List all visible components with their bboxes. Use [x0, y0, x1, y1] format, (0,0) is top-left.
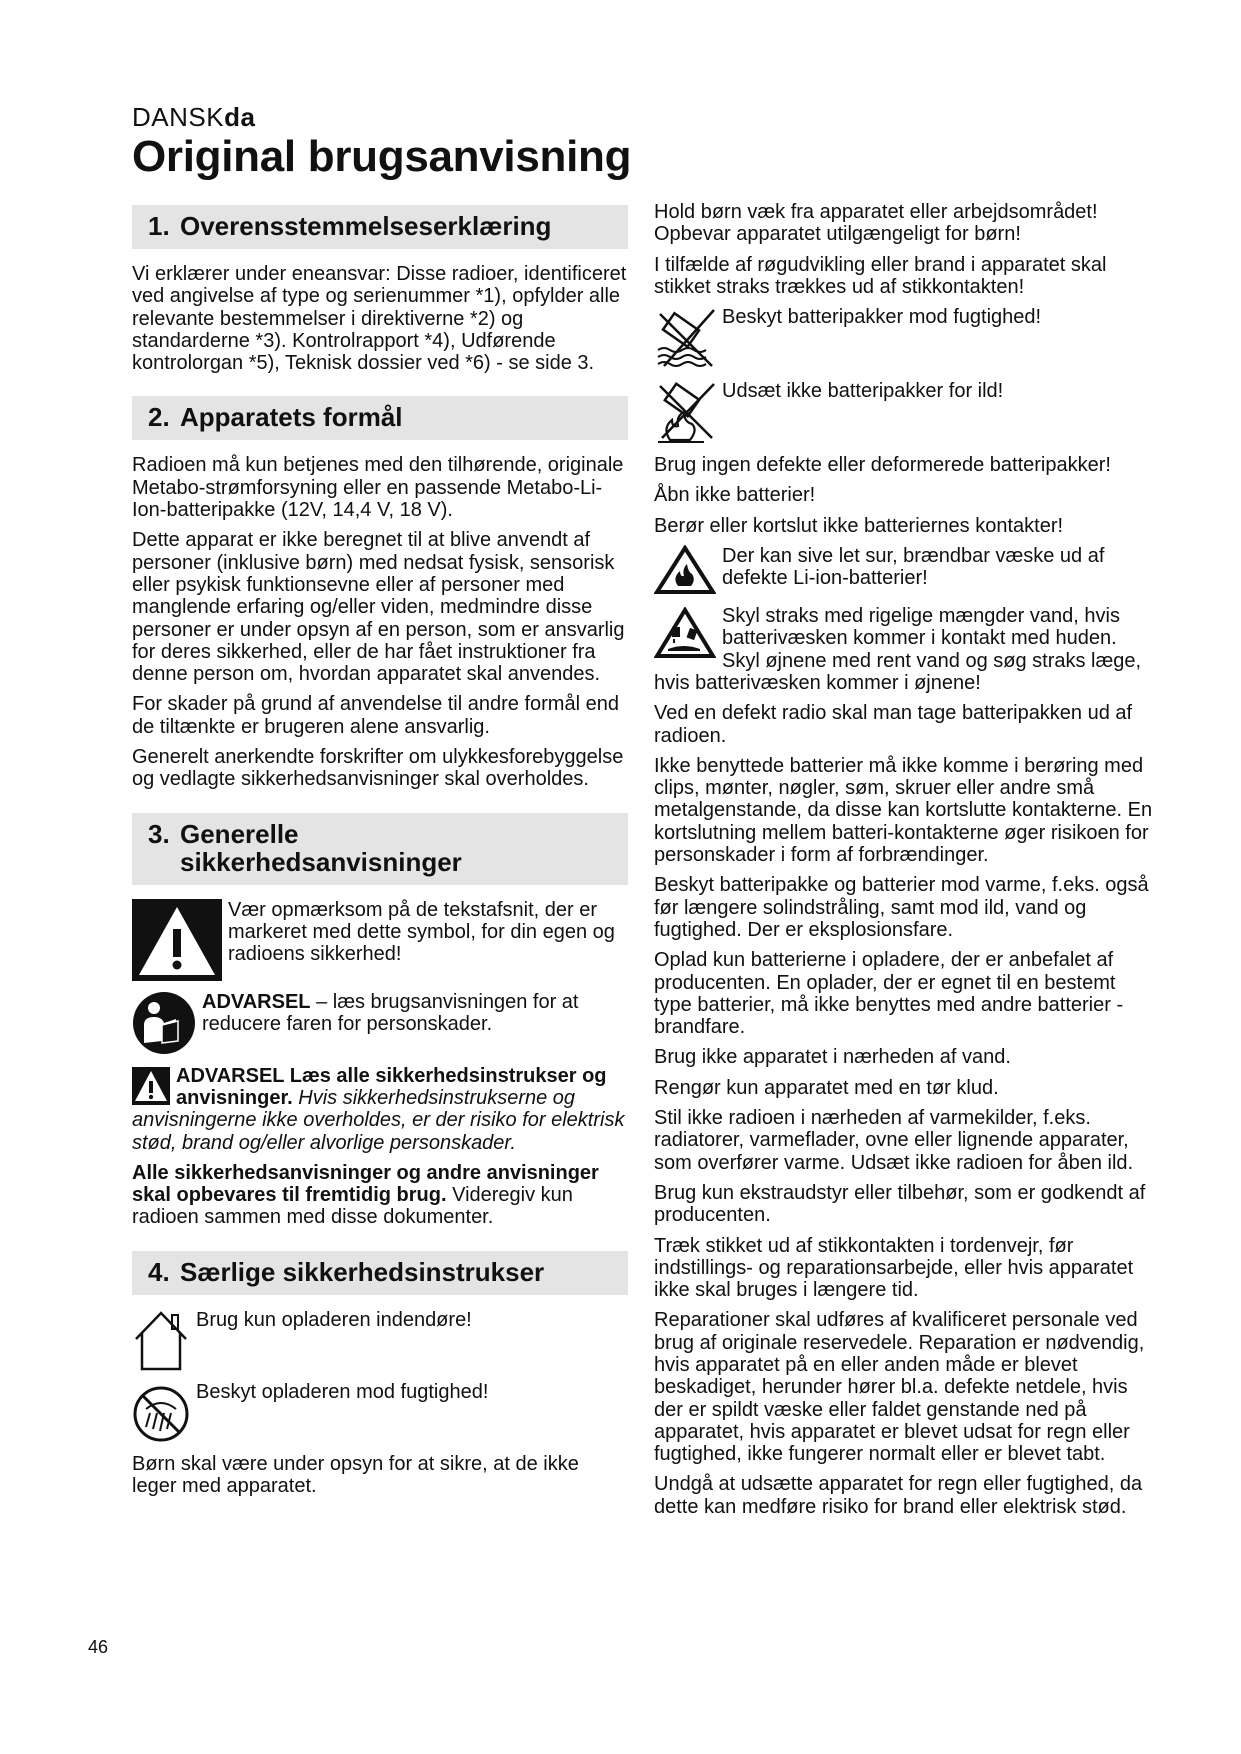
language-label — [132, 102, 255, 133]
right-paragraph-13: Oplad kun batterierne i opladere, der er anbefalet af producenten. En oplader, der er egnet til en bestemt type batterier, må ikke benyttes med andre batterier - brandfare. — [654, 949, 1124, 1039]
right-paragraph-15: Rengør kun apparatet med en tør klud. — [654, 1076, 999, 1099]
right-paragraph-6: Åbn ikke batterier! — [654, 484, 816, 507]
language-name: DANSK — [132, 102, 225, 132]
right-paragraph-2: I tilfælde af røgudvikling eller brand i apparatet skal stikket straks trækkes ud af stikkontakten! — [654, 253, 1107, 298]
section-2-heading: 2. Apparatets formål — [132, 396, 628, 440]
house-icon — [132, 1309, 190, 1371]
right-paragraph-18: Træk stikket ud af stikkontakten i tordenvejr, før indstillings- og reparationsarbejde, eller hvis apparatet ikke skal bruges i længere tid. — [654, 1234, 1134, 1302]
read-manual-note: ADVARSEL – læs brugsanvisningen for at reducere faren for personskader. — [132, 991, 628, 1055]
right-paragraph-14: Brug ikke apparatet i nærheden af vand. — [654, 1046, 1011, 1069]
flammable-liquid-note: Der kan sive let sur, brændbar væske ud af defekte Li-ion-batterier! — [654, 545, 1156, 595]
right-paragraph-12: Beskyt batteripakke og batterier mod varme, f.eks. også før længere solindstråling, samt mod ild, vand og fugtighed. Der er eksplosionsfare. — [654, 874, 1149, 941]
warning-triangle-icon — [132, 899, 222, 981]
right-paragraph-7: Berør eller kortslut ikke batteriernes kontakter! — [654, 514, 1064, 537]
right-paragraph-17: Brug kun ekstraudstyr eller tilbehør, som er godkendt af producenten. — [654, 1181, 1146, 1227]
language-code: da — [224, 102, 256, 132]
charger-moisture-note: Beskyt opladeren mod fugtighed! — [132, 1381, 628, 1443]
section-4-heading: 4. Særlige sikkerhedsinstrukser — [132, 1251, 628, 1295]
no-water-battery-icon — [654, 306, 716, 370]
battery-moisture-note: Beskyt batteripakker mod fugtighed! — [654, 306, 1156, 370]
purpose-paragraph-2: Dette apparat er ikke beregnet til at blive anvendt af personer (inklusive børn) med nedsat fysisk, sensorisk eller psykisk funktionsevne eller af personer med manglende erfaring og/eller viden, medmindre disse personer er under opsyn af en person, som er ansvarlig for deres sikkerhed, eller de har fået instruktioner fra denne person om, hvordan apparatet skal anvendes. — [132, 529, 625, 686]
right-column — [654, 201, 1156, 1526]
general-warning-paragraph: ADVARSEL Læs alle sikkerhedsinstrukser og anvisninger. Hvis sikkerhedsinstrukserne og anvisningerne ikke overholdes, er der risiko for elektrisk stød, brand og/eller alvorlige personskader. — [132, 1064, 625, 1154]
right-paragraph-20: Undgå at udsætte apparatet for regn eller fugtighed, da dette kan medføre risiko for brand eller elektrisk stød. — [654, 1473, 1143, 1518]
flammable-warning-icon — [654, 545, 716, 595]
purpose-paragraph-3: For skader på grund af anvendelse til andre formål end de tiltænkte er brugeren alene ansvarlig. — [132, 693, 619, 738]
small-warning-icon — [132, 1067, 170, 1105]
right-paragraph-19: Reparationer skal udføres af kvalificeret personale ved brug af originale reservedele. Reparation er nødvendig, hvis apparatet på en eller anden måde er blevet beskadiget, herunder hører bl.a. defekte netdele, hvis der er spildt væske eller faldet genstande ned på apparatet, hvis apparatet er blevet udsat for regn eller fugtighed, ikke fungerer normalt eller er blevet tabt. — [654, 1309, 1145, 1466]
right-paragraph-16: Stil ikke radioen i nærheden af varmekilder, f.eks. radiatorer, varmeflader, ovne eller lignende apparater, som overfører varme. Udsæt ikke radioen for åben ild. — [654, 1107, 1134, 1174]
read-manual-icon — [132, 991, 196, 1055]
battery-fire-note: Udsæt ikke batteripakker for ild! — [654, 380, 1156, 444]
page-number: 46 — [88, 1637, 109, 1657]
purpose-paragraph-1: Radioen må kun betjenes med den tilhørende, originale Metabo-strømforsyning eller en passende Metabo-Li-Ion-batteripakke (12V, 14,4 V, 18 V). — [132, 454, 624, 522]
section-1-heading: 1. Overensstemmelseserklæring — [132, 205, 628, 249]
right-paragraph-1: Hold børn væk fra apparatet eller arbejdsområdet! Opbevar apparatet utilgængeligt for børn! — [654, 201, 1098, 246]
right-paragraph-10: Ved en defekt radio skal man tage batteripakken ud af radioen. — [654, 702, 1133, 747]
left-column — [132, 205, 628, 1505]
page-title: Original brugsanvisning — [132, 132, 632, 181]
purpose-paragraph-4: Generelt anerkendte forskrifter om ulykkesforebyggelse og vedlagte sikkerhedsanvisninger skal overholdes. — [132, 746, 624, 791]
rinse-paragraph: Skyl straks med rigelige mængder vand, hvis batterivæsken kommer i kontakt med huden. Skyl øjnene med rent vand og søg straks læge, hvis batterivæsken kommer i øjnene! — [654, 605, 1142, 694]
warning-symbol-note: Vær opmærksom på de tekstafsnit, der er markeret med dette symbol, for din egen og radioens sikkerhed! — [132, 899, 628, 981]
no-rain-icon — [132, 1381, 190, 1443]
children-supervision-text: Børn skal være under opsyn for at sikre, at de ikke leger med apparatet. — [132, 1452, 579, 1498]
indoor-use-note: Brug kun opladeren indendøre! — [132, 1309, 628, 1371]
no-fire-battery-icon — [654, 380, 716, 444]
declaration-text: Vi erklærer under eneansvar: Disse radioer, identificeret ved angivelse af type og serienummer *1), opfylder alle relevante bestemmelser i direktiverne *2) og standarderne *3). Kontrolrapport *4), Udførende kontrolorgan *5), Teknisk dossier ved *6) - se side 3. — [132, 263, 627, 375]
right-paragraph-11: Ikke benyttede batterier må ikke komme i berøring med clips, mønter, nøgler, søm, skruer eller andre små metalgenstande, da disse kan kortslutte kontakterne. En kortslutning mellem batteri-kontakterne øger risikoen for personskader i form af forbrændinger. — [654, 754, 1153, 867]
corrosive-warning-icon — [654, 607, 716, 659]
keep-instructions-paragraph: Alle sikkerhedsanvisninger og andre anvisninger skal opbevares til fremtidig brug. Videregiv kun radioen sammen med disse dokumenter. — [132, 1161, 599, 1229]
section-3-heading: 3. Generelle sikkerhedsanvisninger — [132, 813, 628, 885]
right-paragraph-5: Brug ingen defekte eller deformerede batteripakker! — [654, 454, 1111, 477]
